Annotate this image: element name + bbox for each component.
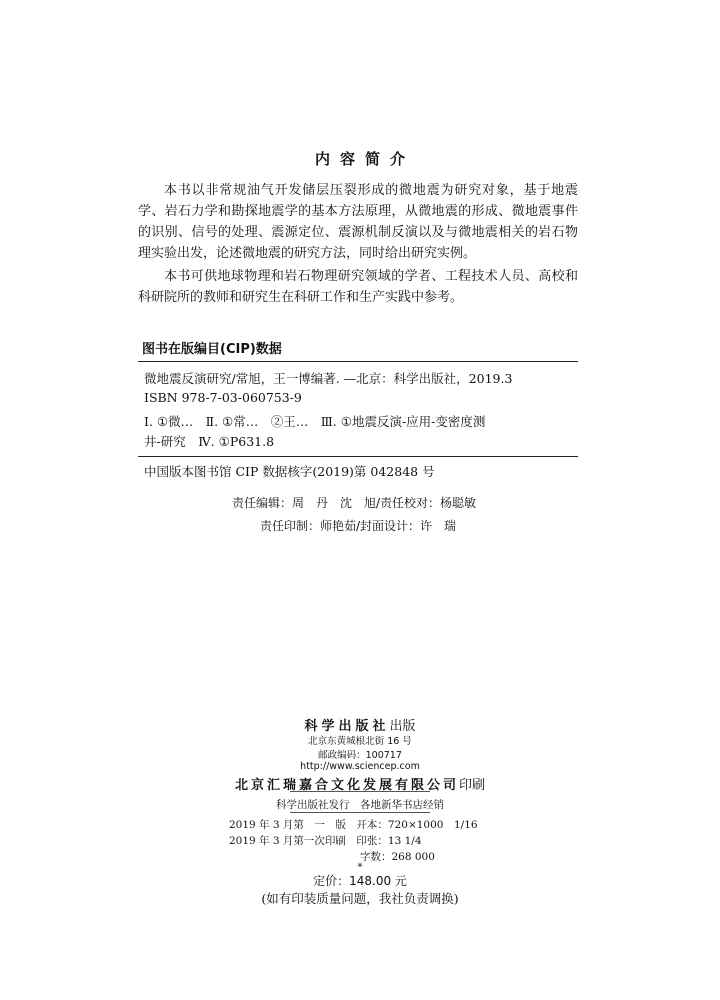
production-credits: 责任印制：师艳茹/封面设计：许 瑞 <box>260 519 457 533</box>
cip-classification-line-2: 井-研究 Ⅳ. ①P631.8 <box>144 434 275 449</box>
publisher-name: 科学出版社 <box>304 719 390 734</box>
printer-suffix: 印刷 <box>459 778 486 793</box>
edition-line: 2019 年 3 月第 一 版 开本：720×1000 1/16 <box>229 819 478 831</box>
printer-name: 北京汇瑞嘉合文化发展有限公司 <box>234 778 459 793</box>
intro-paragraph-2: 本书可供地球物理和岩石物理研究领域的学者、工程技术人员、高校和科研院所的教师和研究生在科研工作和生产实践中参考。 <box>138 269 578 305</box>
publisher-address: 北京东黄城根北街 16 号 <box>308 736 412 747</box>
publisher-suffix: 出版 <box>389 719 416 734</box>
editor-credits: 责任编辑：周 丹 沈 旭/责任校对：杨聪敏 <box>232 496 477 510</box>
cip-record-number: 中国版本图书馆 CIP 数据核字(2019)第 042848 号 <box>144 464 435 479</box>
page-title: 内容简介 <box>314 150 415 168</box>
divider <box>290 791 430 792</box>
cip-heading: 图书在版编目(CIP)数据 <box>142 342 282 357</box>
intro-paragraph-1: 本书以非常规油气开发储层压裂形成的微地震为研究对象，基于地震学、岩石力学和勘探地震学的基本方法原理，从微地震的形成、微地震事件的识别、信号的处理、震源定位、震源机制反演以及与微地震相关的岩石物理实验出发，论述微地震的研究方法，同时给出研究实例。 <box>138 183 578 261</box>
cip-classification-line-1: Ⅰ. ①微… Ⅱ. ①常… ②王… Ⅲ. ①地震反演-应用-变密度测 <box>144 414 486 429</box>
price: 定价：148.00 元 <box>313 874 407 888</box>
quality-note: (如有印装质量问题，我社负责调换) <box>261 891 459 906</box>
publisher-postcode: 邮政编码：100717 <box>318 750 402 761</box>
cip-citation-line: 微地震反演研究/常旭，王一博编著. —北京：科学出版社，2019.3 <box>144 371 513 386</box>
publisher-website: http://www.sciencep.com <box>300 761 420 772</box>
publisher-line <box>0 715 720 734</box>
cip-top-rule <box>138 361 578 362</box>
divider <box>290 812 430 813</box>
distribution-line: 科学出版社发行 各地新华书店经销 <box>276 799 444 811</box>
separator-star: * <box>357 862 363 873</box>
printing-line: 2019 年 3 月第一次印刷 印张：13 1/4 <box>229 835 422 847</box>
cip-bottom-rule <box>138 456 578 457</box>
word-count: 字数：268 000 <box>360 851 435 863</box>
cip-isbn: ISBN 978-7-03-060753-9 <box>144 390 302 405</box>
